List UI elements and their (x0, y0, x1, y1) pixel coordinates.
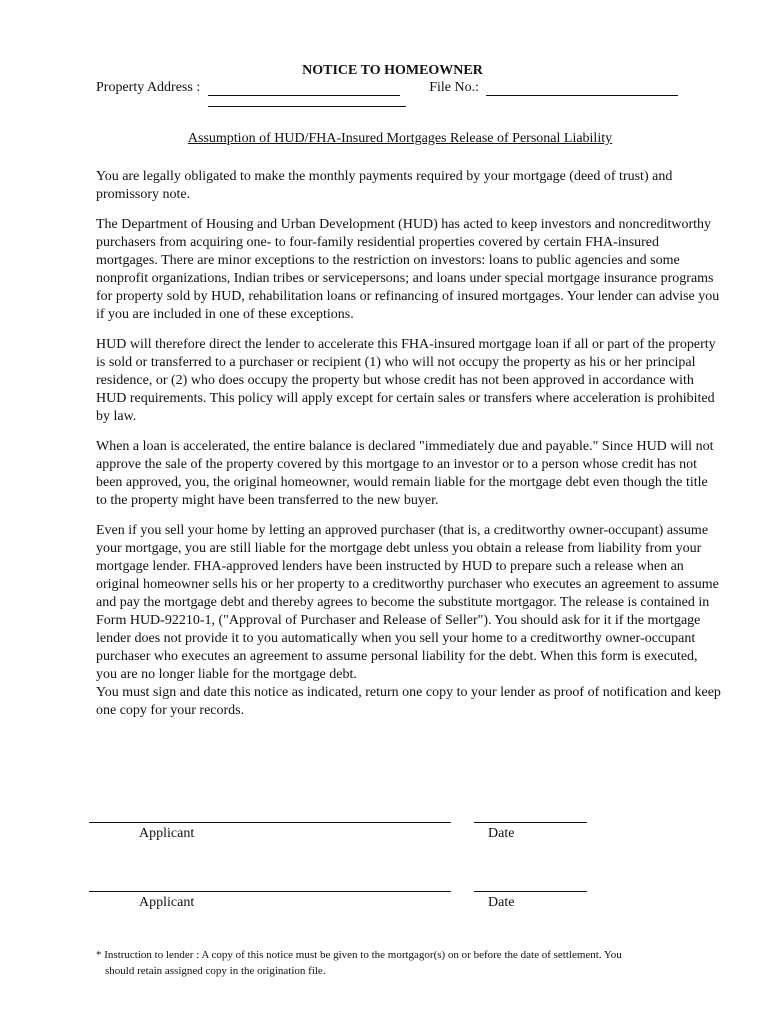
paragraph-release: Even if you sell your home by letting an approved purchaser (that is, a creditworthy owner-occupant) assume your mortgage, you are still liable for the mortgage debt unless you obtain a release from liability from your mortgage lender. FHA-approved lenders have been instructed by HUD to prepare such a release when an original homeowner sells his or her property to a creditworthy purchaser who executes an agreement to assume and pay the mortgage debt and thereby agrees to become the substitute mortgagor. The release is contained in Form HUD-92210-1, ("Approval of Purchaser and Release of Seller"). You should ask for it if the mortgage lender does not provide it to you automatically when you sell your home to a creditworthy owner-occupant purchaser who executes an agreement to assume personal liability for the debt. When this form is executed, you are no longer liable for the mortgage debt. (96, 523, 719, 682)
paragraph-sign-instruction: You must sign and date this notice as indicated, return one copy to your lender as proof of notification and keep one copy for your records. (96, 685, 721, 718)
paragraph-accelerated-loan: When a loan is accelerated, the entire balance is declared "immediately due and payable." Since HUD will not approve the sale of the property covered by this mortgage to an investor or to a person whose credit has not been approved, you, the original homeowner, would remain liable for the mortgage debt even though the title to the property might have been transferred to the new buyer. (96, 439, 714, 508)
date-line-1[interactable] (474, 822, 587, 823)
property-address-field-line2[interactable] (208, 106, 406, 107)
page-title: NOTICE TO HOMEOWNER (302, 63, 483, 78)
file-no-label: File No.: (429, 80, 479, 95)
date-line-2[interactable] (474, 891, 587, 892)
date-label-2: Date (488, 895, 515, 910)
footnote-line-1: * Instruction to lender : A copy of this notice must be given to the mortgagor(s) on or before the date of settlement. You (96, 949, 622, 961)
subtitle (0, 131, 770, 147)
applicant-label-1: Applicant (139, 826, 195, 841)
paragraph-hud-action: The Department of Housing and Urban Development (HUD) has acted to keep investors and noncreditworthy purchasers from acquiring one- to four-family residential properties covered by certain FHA-insured mortgages. There are minor exceptions to the restriction on investors: loans to public agencies and some nonprofit organizations, Indian tribes or servicepersons; and loans under special mortgage insurance programs for property sold by HUD, rehabilitation loans or refinancing of insured mortgages. Your lender can advise you if you are included in one of these exceptions. (96, 217, 720, 322)
notice-body (96, 168, 721, 732)
property-address-field[interactable] (208, 81, 400, 96)
footnote-line-2: should retain assigned copy in the origination file. (105, 965, 326, 977)
applicant-label-2: Applicant (139, 895, 195, 910)
address-row (96, 80, 678, 96)
applicant-signature-line-2[interactable] (89, 891, 451, 892)
file-no-field[interactable] (486, 81, 678, 96)
property-address-label: Property Address : (96, 80, 201, 95)
date-label-1: Date (488, 826, 515, 841)
paragraph-acceleration: HUD will therefore direct the lender to accelerate this FHA-insured mortgage loan if all or part of the property is sold or transferred to a purchaser or recipient (1) who will not occupy the property as his or her principal residence, or (2) who does occupy the property but whose credit has not been approved in accordance with HUD requirements. This policy will apply except for certain sales or transfers where acceleration is prohibited by law. (96, 337, 716, 424)
lender-instruction-footnote (96, 947, 711, 979)
subtitle-release: Release of Personal Liability (449, 131, 613, 146)
paragraph-obligation: You are legally obligated to make the monthly payments required by your mortgage (deed of trust) and promissory note. (96, 169, 673, 202)
subtitle-assumption: Assumption of HUD/FHA-Insured Mortgages (187, 131, 447, 146)
applicant-signature-line-1[interactable] (89, 822, 451, 823)
